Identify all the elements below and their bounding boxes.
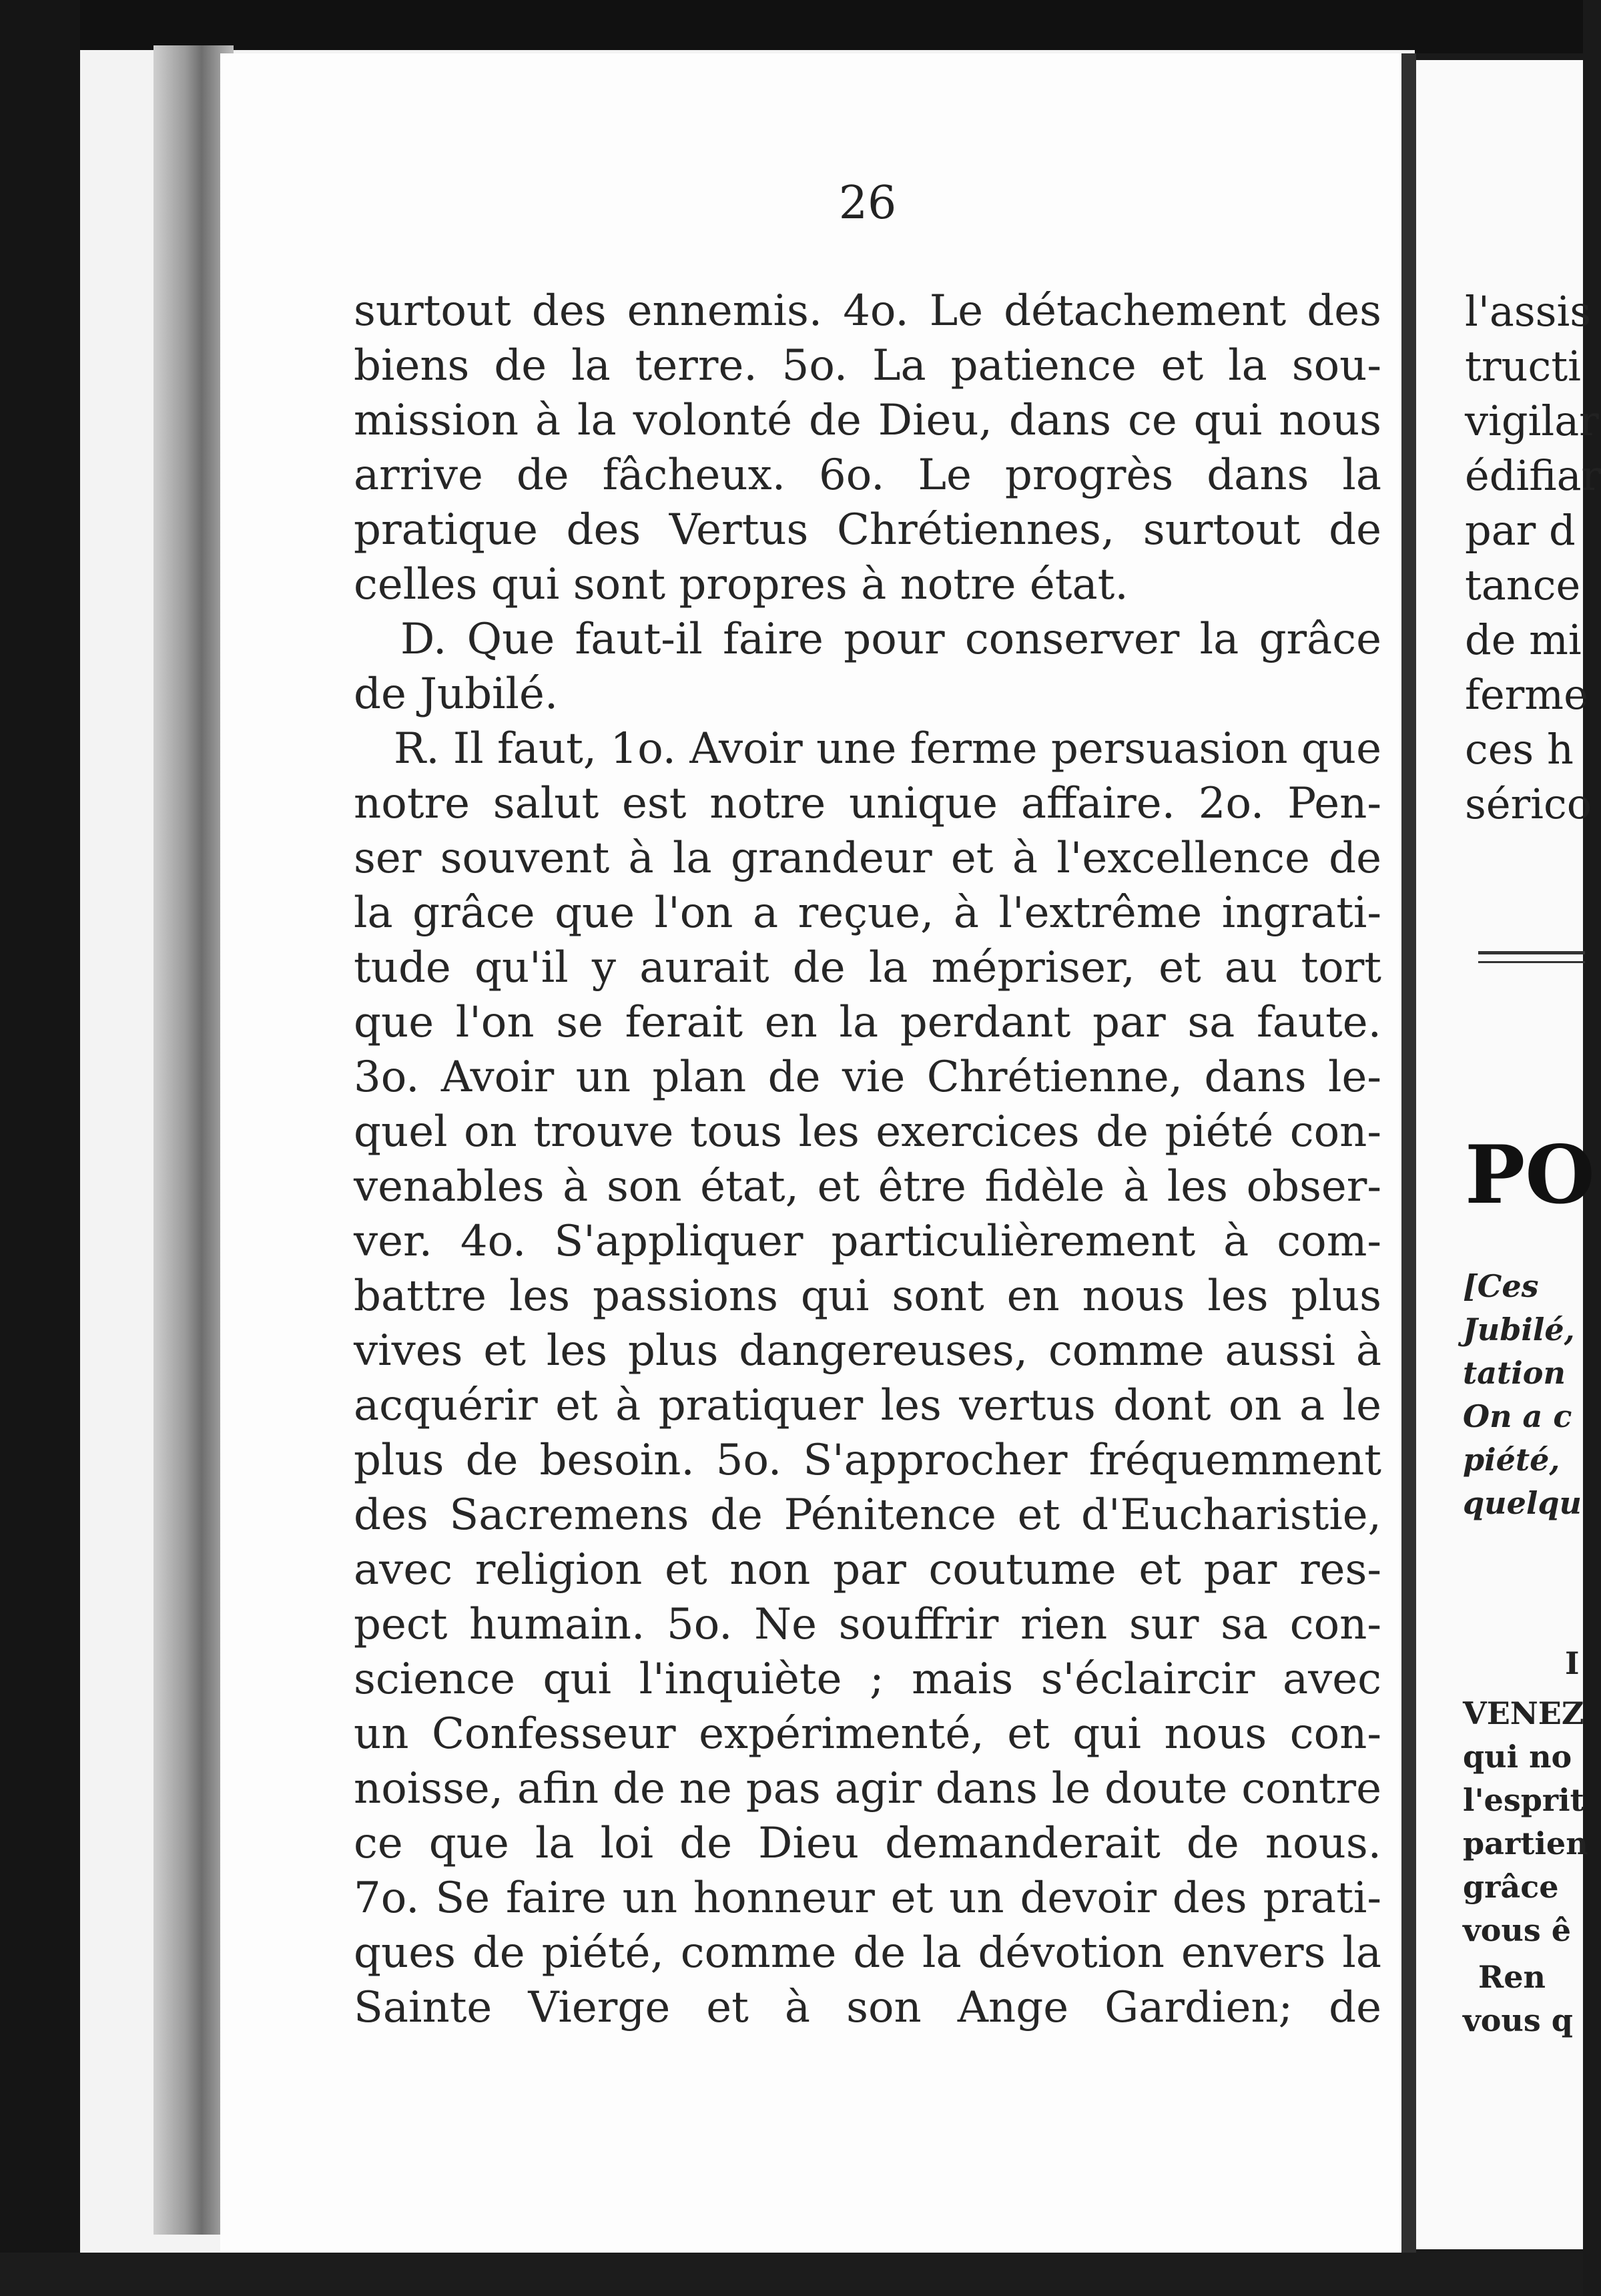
- right-page-line: qui no: [1463, 1739, 1572, 1775]
- right-page-line: partien: [1463, 1825, 1588, 1861]
- right-page-line: tance: [1465, 561, 1581, 609]
- text-line: ques de piété, comme de la dévotion envers la: [354, 1928, 1381, 1978]
- right-page-line: grâce: [1463, 1869, 1559, 1905]
- text-line: ce que la loi de Dieu demanderait de nous.: [354, 1819, 1381, 1868]
- text-line: de Jubilé.: [354, 669, 559, 719]
- text-line: la grâce que l'on a reçue, à l'extrême ingrati-: [354, 888, 1381, 938]
- right-page-line: VENEZ: [1463, 1695, 1584, 1731]
- section-rule: [1478, 951, 1585, 963]
- right-page-line: vigilar: [1465, 396, 1599, 445]
- text-line: quel on trouve tous les exercices de piété con-: [354, 1107, 1381, 1157]
- text-line: surtout des ennemis. 4o. Le détachement des: [354, 286, 1381, 336]
- right-page-line: édifiar: [1465, 451, 1601, 500]
- text-line: vives et les plus dangereuses, comme aussi à: [354, 1326, 1381, 1376]
- right-page-italic-line: quelqu: [1463, 1485, 1582, 1521]
- text-line: biens de la terre. 5o. La patience et la sou-: [354, 341, 1381, 390]
- right-page-line: ces h: [1465, 725, 1574, 774]
- right-page-italic-line: Jubilé,: [1463, 1312, 1575, 1348]
- text-line: tude qu'il y aurait de la mépriser, et au tort: [354, 943, 1381, 992]
- text-line: Sainte Vierge et à son Ange Gardien; de: [354, 1983, 1381, 2032]
- right-page-italic-line: On a c: [1463, 1398, 1572, 1434]
- text-line: des Sacremens de Pénitence et d'Eucharistie,: [354, 1490, 1381, 1540]
- right-page-line: l'esprit: [1463, 1782, 1584, 1818]
- text-line: noisse, afin de ne pas agir dans le doute contre: [354, 1764, 1381, 1813]
- text-line: avec religion et non par coutume et par res-: [354, 1545, 1381, 1595]
- book-gutter: [1401, 53, 1416, 2256]
- text-line: celles qui sont propres à notre état.: [354, 560, 1129, 609]
- text-line: pratique des Vertus Chrétiennes, surtout de: [354, 505, 1381, 555]
- right-page-mark: I: [1565, 1645, 1580, 1681]
- right-page-line: de mi: [1465, 615, 1582, 664]
- text-line: mission à la volonté de Dieu, dans ce qui nous: [354, 396, 1381, 445]
- text-line: venables à son état, et être fidèle à les obser-: [354, 1162, 1381, 1211]
- left-page-text: [354, 284, 1381, 2035]
- text-line: 3o. Avoir un plan de vie Chrétienne, dans le-: [354, 1053, 1381, 1102]
- scan-border-left: [0, 0, 80, 2296]
- right-page-line: sérico: [1465, 780, 1592, 828]
- text-line: que l'on se ferait en la perdant par sa faute.: [354, 998, 1381, 1047]
- right-page-line: par d: [1465, 506, 1576, 555]
- right-page-italic-line: piété,: [1463, 1442, 1560, 1478]
- scan-border-top: [0, 0, 1583, 53]
- right-page-line: vous ê: [1463, 1912, 1572, 1948]
- right-page-line: vous q: [1463, 2002, 1573, 2038]
- right-page-line: tructi: [1465, 342, 1581, 390]
- text-line: notre salut est notre unique affaire. 2o. Pen-: [354, 779, 1381, 828]
- right-page-italic-line: [Ces: [1463, 1268, 1539, 1304]
- right-page-line: l'assis: [1465, 287, 1592, 336]
- text-line: acquérir et à pratiquer les vertus dont on a le: [354, 1381, 1381, 1430]
- text-line: plus de besoin. 5o. S'approcher fréquemment: [354, 1436, 1381, 1485]
- question-line: D. Que faut-il faire pour conserver la grâce: [400, 615, 1381, 664]
- right-page-italic-line: tation: [1463, 1355, 1566, 1391]
- right-page-line: ferme: [1465, 670, 1588, 719]
- answer-line: R. Il faut, 1o. Avoir une ferme persuasion que: [394, 724, 1381, 774]
- text-line: ver. 4o. S'appliquer particulièrement à com-: [354, 1217, 1381, 1266]
- text-line: pect humain. 5o. Ne souffrir rien sur sa con-: [354, 1600, 1381, 1649]
- text-line: science qui l'inquiète ; mais s'éclaircir avec: [354, 1655, 1381, 1704]
- text-line: battre les passions qui sont en nous les plus: [354, 1271, 1381, 1321]
- right-page-line: Ren: [1478, 1959, 1546, 1995]
- text-line: 7o. Se faire un honneur et un devoir des prati-: [354, 1874, 1381, 1923]
- right-page-heading: PO: [1465, 1128, 1595, 1222]
- text-line: arrive de fâcheux. 6o. Le progrès dans la: [354, 451, 1381, 500]
- scan-border-bottom: [0, 2253, 1583, 2296]
- text-line: un Confesseur expérimenté, et qui nous con-: [354, 1709, 1381, 1759]
- text-line: ser souvent à la grandeur et à l'excellence de: [354, 834, 1381, 883]
- page-number: 26: [838, 177, 897, 230]
